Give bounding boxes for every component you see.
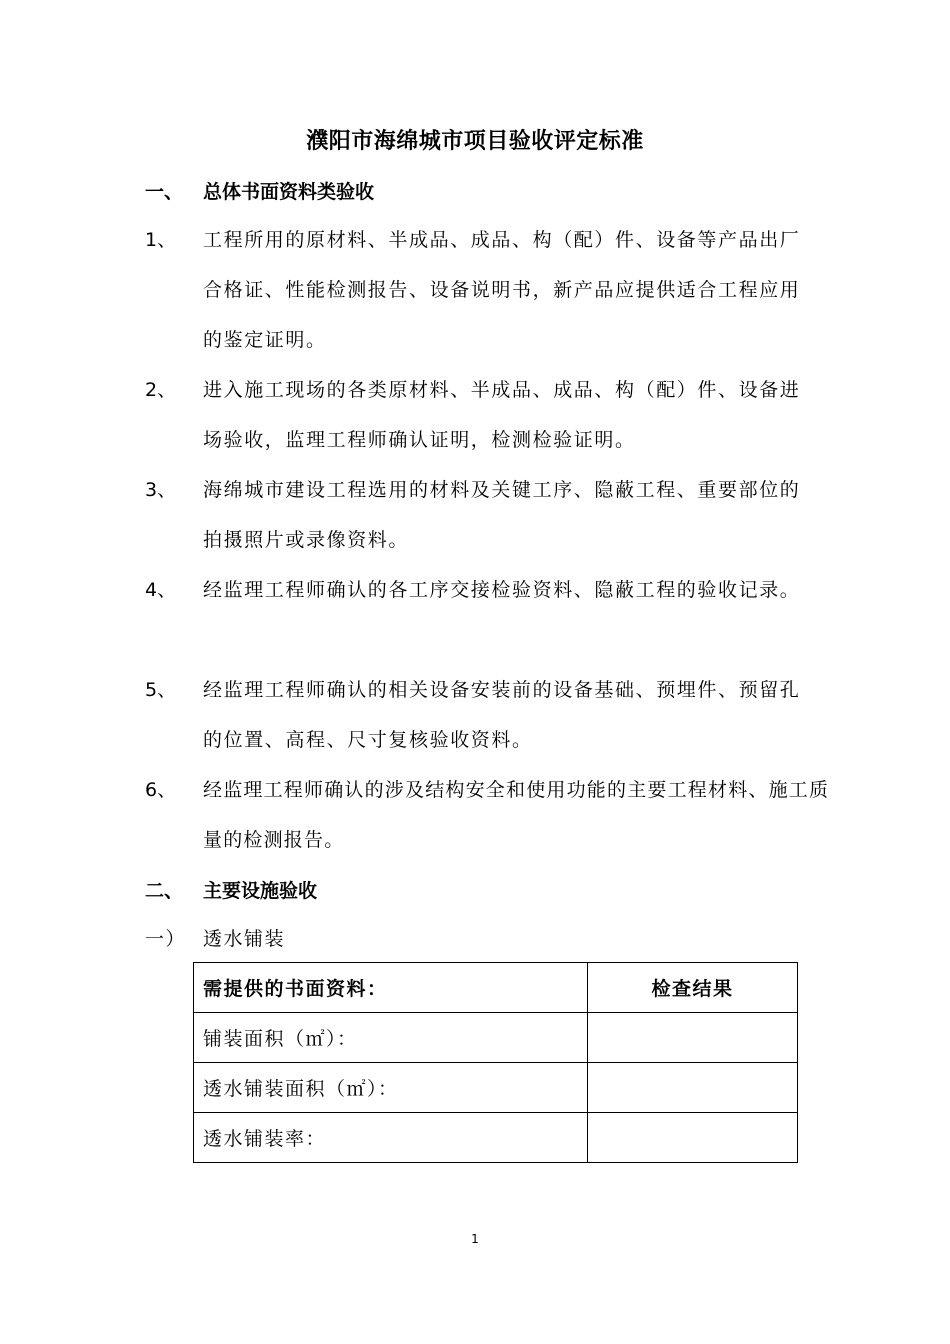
section-2-number: 二、 — [145, 880, 184, 902]
table-row — [194, 1063, 798, 1113]
table-header-result: 检查结果 — [588, 963, 798, 1013]
section-2-title: 主要设施验收 — [203, 880, 318, 902]
list-item-number: 4、 — [145, 579, 177, 601]
table-row — [194, 1013, 798, 1063]
table-cell-result — [588, 1113, 798, 1163]
document-title: 濮阳市海绵城市项目验收评定标准 — [306, 129, 644, 154]
list-item-text: 工程所用的原材料、半成品、成品、构（配）件、设备等产品出厂合格证、性能检测报告、设备说明书，新产品应提供适合工程应用的鉴定证明。 — [203, 229, 801, 351]
table-cell-label: 透水铺装率： — [194, 1113, 588, 1163]
list-item-number: 3、 — [145, 479, 177, 501]
table-header-row — [194, 963, 798, 1013]
table-header-documents: 需提供的书面资料： — [194, 963, 588, 1013]
list-item-number: 1、 — [145, 229, 177, 251]
list-item-text: 经监理工程师确认的各工序交接检验资料、隐蔽工程的验收记录。 — [203, 579, 801, 601]
list-item-number: 2、 — [145, 379, 177, 401]
table-cell-result — [588, 1013, 798, 1063]
page-number: 1 — [471, 1232, 479, 1246]
section-1-number: 一、 — [145, 181, 184, 203]
table-cell-label: 透水铺装面积（㎡）： — [194, 1063, 588, 1113]
list-item-text: 海绵城市建设工程选用的材料及关键工序、隐蔽工程、重要部位的拍摄照片或录像资料。 — [203, 479, 801, 551]
table-cell-label: 铺装面积（㎡）： — [194, 1013, 588, 1063]
table-row — [194, 1113, 798, 1163]
list-item-text: 经监理工程师确认的相关设备安装前的设备基础、预埋件、预留孔的位置、高程、尺寸复核验收资料。 — [203, 679, 801, 751]
inspection-table — [193, 962, 798, 1163]
table-cell-result — [588, 1063, 798, 1113]
section-1-title: 总体书面资料类验收 — [203, 181, 375, 203]
subsection-number: 一） — [145, 928, 187, 950]
list-item-text: 进入施工现场的各类原材料、半成品、成品、构（配）件、设备进场验收，监理工程师确认证明，检测检验证明。 — [203, 379, 801, 451]
list-item-number: 6、 — [145, 779, 177, 801]
subsection-title: 透水铺装 — [203, 928, 286, 950]
list-item-text: 经监理工程师确认的涉及结构安全和使用功能的主要工程材料、施工质量的检测报告。 — [203, 779, 830, 851]
list-item-number: 5、 — [145, 679, 177, 701]
